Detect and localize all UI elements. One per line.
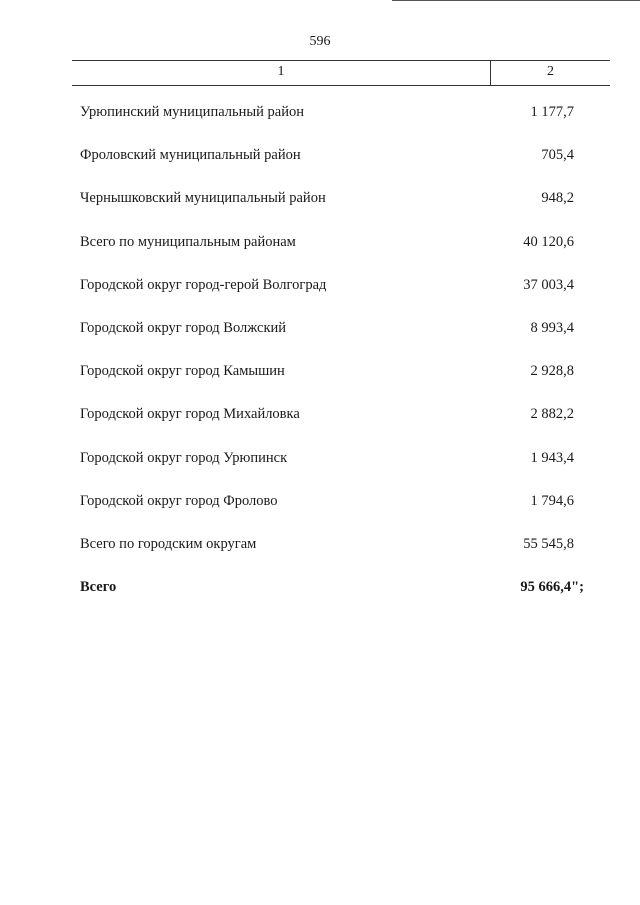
row-value: 55 545,8 — [523, 535, 574, 552]
row-value: 2 882,2 — [530, 406, 574, 423]
total-row — [0, 575, 640, 618]
table-row — [0, 273, 640, 316]
row-value: 948,2 — [541, 190, 574, 207]
row-name: Городской округ город Волжский — [80, 319, 287, 336]
row-name: Городской округ город-герой Волгоград — [80, 276, 327, 293]
top-rule — [392, 0, 640, 1]
row-name: Городской округ город Камышин — [80, 363, 285, 380]
row-value: 37 003,4 — [523, 276, 574, 293]
table-row — [0, 143, 640, 186]
total-name: Всего — [80, 579, 117, 596]
row-value: 8 993,4 — [530, 319, 574, 336]
row-name: Городской округ город Фролово — [80, 492, 278, 509]
row-name: Городской округ город Урюпинск — [80, 449, 288, 466]
table-row — [0, 230, 640, 273]
table-row — [0, 100, 640, 143]
table-row — [0, 402, 640, 445]
row-value: 40 120,6 — [523, 233, 574, 250]
row-name: Чернышковский муниципальный район — [80, 190, 326, 207]
page-number: 596 — [309, 34, 331, 49]
row-value: 1 794,6 — [530, 492, 574, 509]
table-row — [0, 532, 640, 575]
row-value: 1 177,7 — [530, 104, 574, 120]
row-name: Всего по городским округам — [80, 535, 257, 552]
table-row — [0, 316, 640, 359]
row-name: Городской округ город Михайловка — [80, 406, 300, 423]
row-value: 1 943,4 — [530, 449, 574, 466]
row-value: 2 928,8 — [530, 363, 574, 380]
row-name: Всего по муниципальным районам — [80, 233, 296, 250]
table-row — [0, 446, 640, 489]
column-header-1: 1 — [72, 61, 491, 85]
table-row — [0, 359, 640, 402]
total-value: 95 666,4"; — [520, 579, 584, 596]
column-header-2: 2 — [547, 64, 554, 79]
table-row — [0, 186, 640, 229]
row-name: Урюпинский муниципальный район — [80, 104, 304, 120]
row-name: Фроловский муниципальный район — [80, 147, 301, 164]
row-value: 705,4 — [541, 147, 574, 164]
table-body — [0, 100, 640, 618]
table-row — [0, 489, 640, 532]
table-header — [72, 60, 610, 86]
